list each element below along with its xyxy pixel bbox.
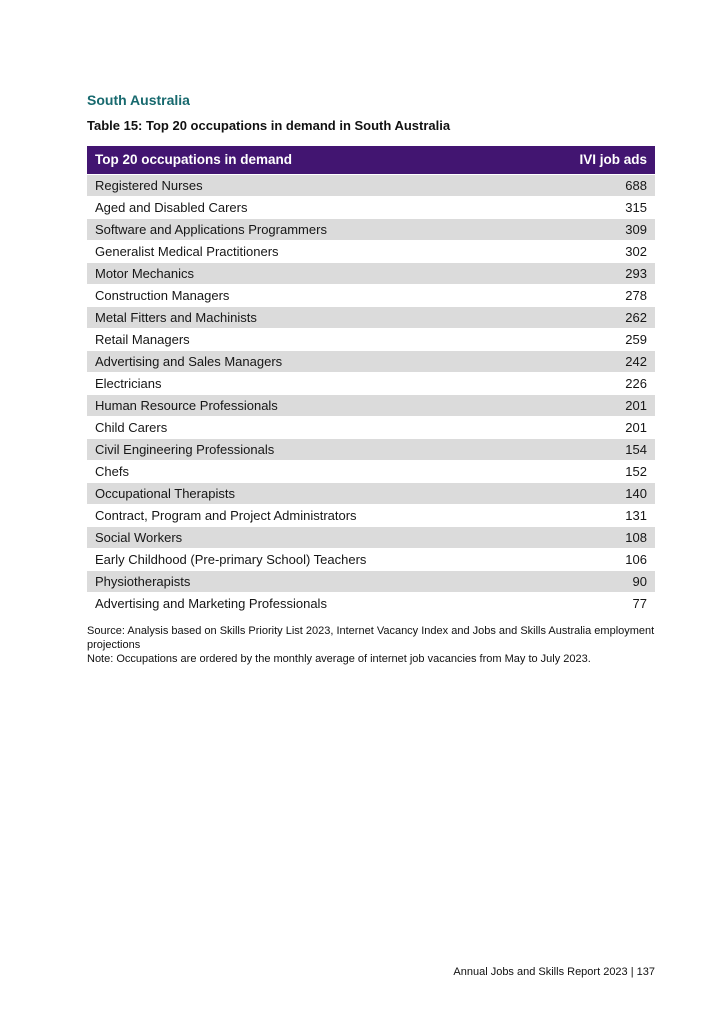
table-row <box>87 174 655 196</box>
table-row <box>87 570 655 592</box>
occupation-cell: Civil Engineering Professionals <box>87 438 563 460</box>
occupation-cell: Early Childhood (Pre-primary School) Teachers <box>87 548 563 570</box>
occupation-cell: Electricians <box>87 372 563 394</box>
table-notes <box>87 624 655 666</box>
table-title: Table 15: Top 20 occupations in demand in South Australia <box>87 118 451 133</box>
section-heading: South Australia <box>87 92 190 108</box>
ivi-job-ads-cell: 201 <box>563 416 655 438</box>
table-row <box>87 350 655 372</box>
occupation-cell: Child Carers <box>87 416 563 438</box>
occupation-cell: Human Resource Professionals <box>87 394 563 416</box>
table-row <box>87 262 655 284</box>
ivi-job-ads-cell: 131 <box>563 504 655 526</box>
table-row <box>87 218 655 240</box>
table-row <box>87 548 655 570</box>
ivi-job-ads-cell: 140 <box>563 482 655 504</box>
occupation-cell: Advertising and Marketing Professionals <box>87 592 563 614</box>
ivi-job-ads-cell: 152 <box>563 460 655 482</box>
ivi-job-ads-cell: 278 <box>563 284 655 306</box>
table-row <box>87 416 655 438</box>
occupation-cell: Aged and Disabled Carers <box>87 196 563 218</box>
occupation-cell: Social Workers <box>87 526 563 548</box>
table-row <box>87 306 655 328</box>
occupation-cell: Occupational Therapists <box>87 482 563 504</box>
ivi-job-ads-cell: 106 <box>563 548 655 570</box>
ivi-job-ads-cell: 108 <box>563 526 655 548</box>
ivi-job-ads-cell: 302 <box>563 240 655 262</box>
table-row <box>87 240 655 262</box>
table-row <box>87 372 655 394</box>
occupation-cell: Metal Fitters and Machinists <box>87 306 563 328</box>
occupation-cell: Contract, Program and Project Administrators <box>87 504 563 526</box>
ivi-job-ads-cell: 90 <box>563 570 655 592</box>
ivi-job-ads-cell: 201 <box>563 394 655 416</box>
occupations-table <box>87 146 655 615</box>
ivi-job-ads-cell: 293 <box>563 262 655 284</box>
occupation-cell: Construction Managers <box>87 284 563 306</box>
ivi-job-ads-cell: 259 <box>563 328 655 350</box>
table-row <box>87 592 655 614</box>
ivi-job-ads-cell: 154 <box>563 438 655 460</box>
source-line: Source: Analysis based on Skills Priority List 2023, Internet Vacancy Index and Jobs and Skills Australia employment projections <box>87 624 655 651</box>
table-row <box>87 394 655 416</box>
table-row <box>87 438 655 460</box>
table-row <box>87 284 655 306</box>
ivi-job-ads-cell: 688 <box>563 174 655 196</box>
table-row <box>87 526 655 548</box>
occupation-cell: Chefs <box>87 460 563 482</box>
occupations-table-header <box>87 146 655 174</box>
column-header-ivi-job-ads: IVI job ads <box>563 146 655 174</box>
occupations-table-body <box>87 174 655 614</box>
ivi-job-ads-cell: 315 <box>563 196 655 218</box>
note-line: Note: Occupations are ordered by the monthly average of internet job vacancies from May to July 2023. <box>87 652 591 665</box>
table-row <box>87 196 655 218</box>
table-row <box>87 482 655 504</box>
occupation-cell: Generalist Medical Practitioners <box>87 240 563 262</box>
ivi-job-ads-cell: 77 <box>563 592 655 614</box>
ivi-job-ads-cell: 226 <box>563 372 655 394</box>
ivi-job-ads-cell: 262 <box>563 306 655 328</box>
table-row <box>87 460 655 482</box>
table-row <box>87 504 655 526</box>
page-content <box>87 93 655 666</box>
occupation-cell: Software and Applications Programmers <box>87 218 563 240</box>
column-header-occupations: Top 20 occupations in demand <box>87 146 563 174</box>
page-footer: Annual Jobs and Skills Report 2023 | 137 <box>453 966 655 978</box>
occupation-cell: Advertising and Sales Managers <box>87 350 563 372</box>
table-row <box>87 328 655 350</box>
occupation-cell: Motor Mechanics <box>87 262 563 284</box>
table-header-row <box>87 146 655 174</box>
occupation-cell: Physiotherapists <box>87 570 563 592</box>
ivi-job-ads-cell: 242 <box>563 350 655 372</box>
ivi-job-ads-cell: 309 <box>563 218 655 240</box>
occupation-cell: Registered Nurses <box>87 174 563 196</box>
occupation-cell: Retail Managers <box>87 328 563 350</box>
